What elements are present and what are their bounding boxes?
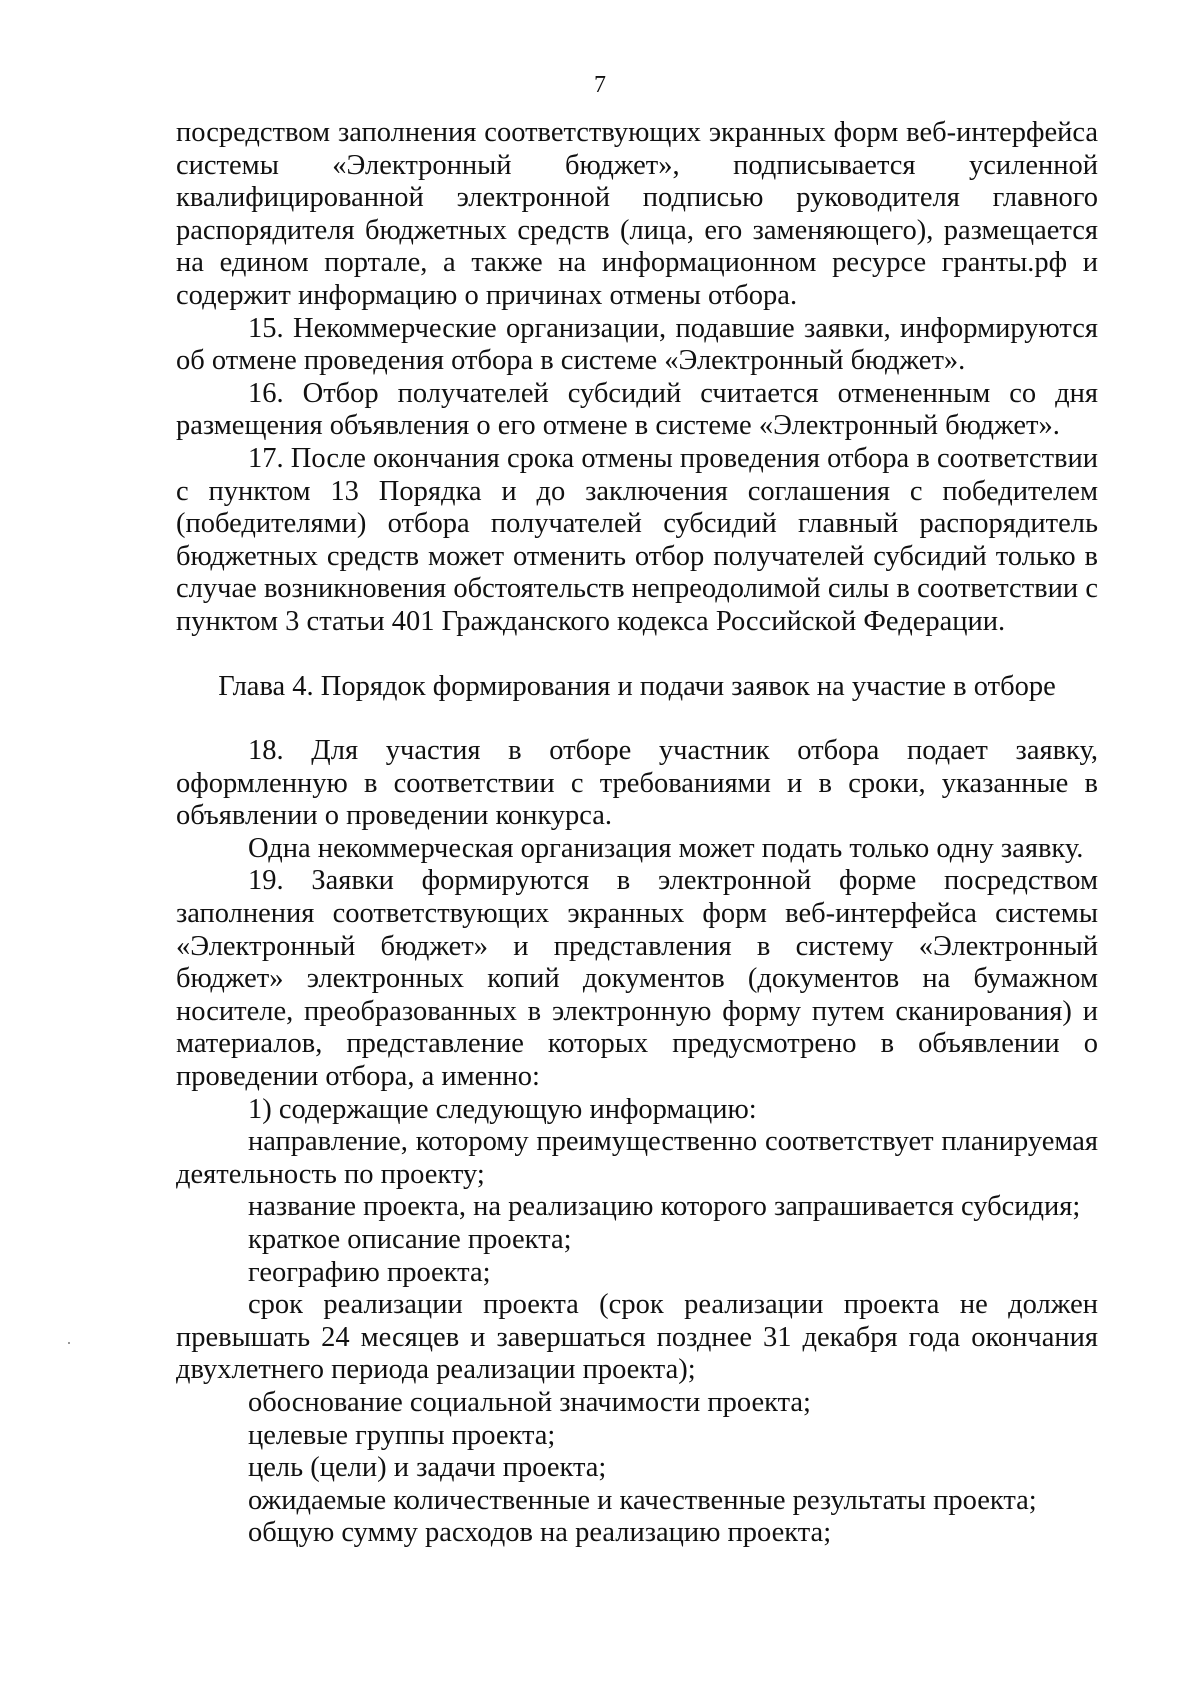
paragraph-18-note: Одна некоммерческая организация может подать только одну заявку. bbox=[248, 832, 1084, 864]
list-item-total-costs: общую сумму расходов на реализацию проекта; bbox=[248, 1517, 832, 1549]
list-item-project-description: краткое описание проекта; bbox=[248, 1224, 572, 1255]
list-item-project-term: срок реализации проекта (срок реализации проекта не должен превышать 24 месяцев и завершаться позднее 31 декабря года окончания двухлетнего периода реализации проекта); bbox=[176, 1289, 1098, 1386]
paragraph-17: 17. После окончания срока отмены проведения отбора в соответствии с пунктом 13 Порядка и до заключения соглашения с победителем (победителями) отбора получателей субсидий главный распорядитель бюджетных средств может отменить отбор получателей субсидий только в случае возникновения обстоятельств непреодолимой силы в соответствии с пунктом 3 статьи 401 Гражданского кодекса Российской Федерации. bbox=[176, 442, 1098, 637]
chapter-heading: Глава 4. Порядок формирования и подачи заявок на участие в отборе bbox=[218, 670, 1056, 702]
paragraph-18: 18. Для участия в отборе участник отбора подает заявку, оформленную в соответствии с требованиями и в сроки, указанные в объявлении о проведении конкурса. bbox=[176, 735, 1098, 832]
paragraph-19: 19. Заявки формируются в электронной форме посредством заполнения соответствующих экранных форм веб-интерфейса системы «Электронный бюджет» и представления в систему «Электронный бюджет» электронных копий документов (документов на бумажном носителе, преобразованных в электронную форму путем сканирования) и материалов, представление которых предусмотрено в объявлении о проведении отбора, а именно: bbox=[176, 865, 1098, 1093]
paragraph-continuation: посредством заполнения соответствующих экранных форм веб-интерфейса системы «Электронный бюджет», подписывается усиленной квалифицированной электронной подписью руководителя главного распорядителя бюджетных средств (лица, его заменяющего), размещается на едином портале, а также на информационном ресурсе гранты.рф и содержит информацию о причинах отмены отбора. bbox=[176, 117, 1098, 311]
list-item-social-significance: обоснование социальной значимости проекта; bbox=[248, 1386, 811, 1418]
list-item-target-groups: целевые группы проекта; bbox=[248, 1419, 556, 1451]
paragraph-15: 15. Некоммерческие организации, подавшие заявки, информируются об отмене проведения отбора в системе «Электронный бюджет». bbox=[176, 312, 1098, 377]
subitem-1: 1) содержащие следующую информацию: bbox=[248, 1093, 757, 1125]
page-number: 7 bbox=[594, 72, 606, 98]
list-item-expected-results: ожидаемые количественные и качественные результаты проекта; bbox=[248, 1484, 1037, 1516]
document-body bbox=[176, 117, 1098, 1550]
list-item-project-geography: географию проекта; bbox=[248, 1256, 491, 1288]
list-item-project-name: название проекта, на реализацию которого запрашивается субсидия; bbox=[248, 1191, 1081, 1223]
paragraph-16: 16. Отбор получателей субсидий считается отмененным со дня размещения объявления о его отмене в системе «Электронный бюджет». bbox=[176, 377, 1098, 442]
list-item-goals: цель (цели) и задачи проекта; bbox=[248, 1452, 607, 1484]
list-item-direction: направление, которому преимущественно соответствует планируемая деятельность по проекту; bbox=[176, 1126, 1098, 1190]
scan-artifact-speck bbox=[68, 1342, 70, 1344]
